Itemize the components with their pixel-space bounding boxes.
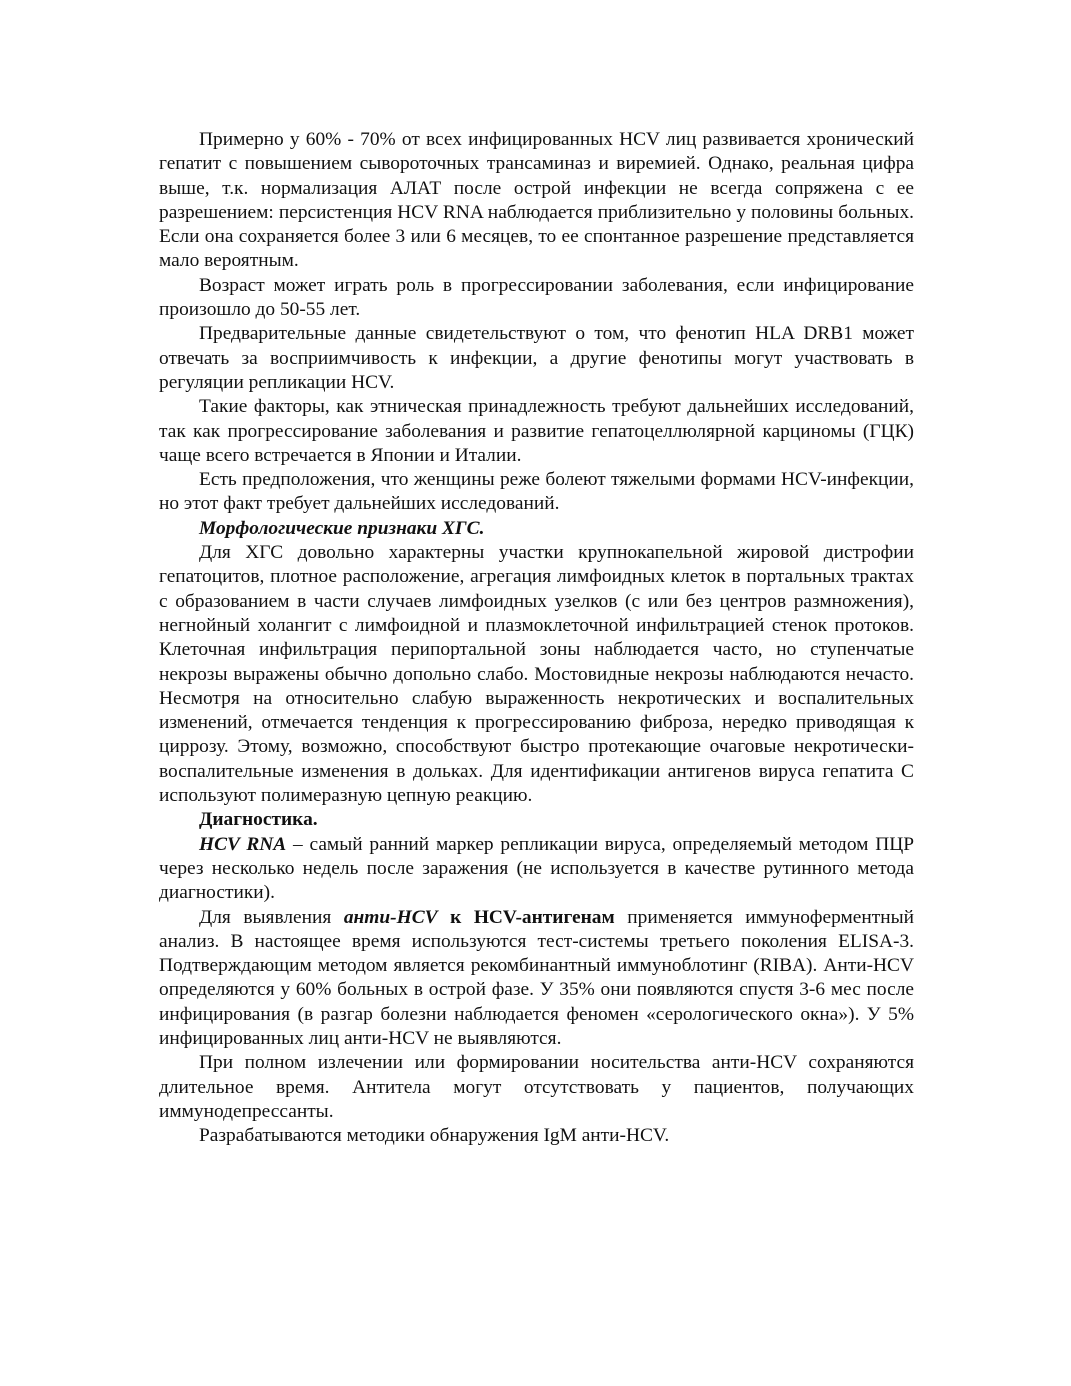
paragraph-hcv-rna-text: – самый ранний маркер репликации вируса, определяемый методом ПЦР через несколько недель после заражения (не используется в качестве рутинного метода диагностики). xyxy=(159,833,914,904)
paragraph-ethnic-factors: Такие факторы, как этническая принадлежность требуют дальнейших исследований, так как прогрессирование заболевания и развитие гепатоцеллюлярной карциномы (ГЦК) чаще всего встречается в Японии и Италии. xyxy=(159,396,914,466)
paragraph-age: Возраст может играть роль в прогрессировании заболевания, если инфицирование произошло до 50-55 лет. xyxy=(159,274,914,321)
term-anti-hcv: анти-HCV xyxy=(343,906,438,928)
paragraph-morphology: Для ХГС довольно характерны участки крупнокапельной жировой дистрофии гепатоцитов, плотное расположение, агрегация лимфоидных клеток в портальных трактах с образованием в части случаев лимфоидных узелков (с или без центров размножения), негнойный холангит с лимфоидной и плазмоклеточной инфильтрацией стенок протоков. Клеточная инфильтрация перипортальной зоны наблюдается часто, но ступенчатые некрозы выражены обычно допольно слабо. Мостовидные некрозы наблюдаются нечасто. Несмотря на относительно слабую выраженность некротических и воспалительных изменений, отмечается тенденция к прогрессированию фиброза, нередко приводящая к циррозу. Этому, возможно, способствуют быстро протекающие очаговые некротически-воспалительные изменения в дольках. Для идентификации антигенов вируса гепатита С используют полимеразную цепную реакцию. xyxy=(159,542,914,807)
term-hcv-antigens: HCV-антигенам xyxy=(473,906,615,928)
paragraph-anti-hcv-text: применяется иммуноферментный анализ. В настоящее время используются тест-системы третьего поколения ELISA-3. Подтверждающим методом является рекомбинантный иммуноблотинг (RIBA). Анти-HCV определяются у 60% больных в острой фазе. У 35% они появляются спустя 3-6 мес после инфицирования (в разгар болезни наблюдается феномен «серологического окна»). У 5% инфицированных лиц анти-HCV не выявляются. xyxy=(159,906,915,1049)
paragraph-chronic-hepatitis: Примерно у 60% - 70% от всех инфицированных HCV лиц развивается хронический гепатит с повышением сывороточных трансаминаз и виремией. Однако, реальная цифра выше, т.к. нормализация АЛАТ после острой инфекции не всегда сопряжена с ее разрешением: персистенция HCV RNA наблюдается приблизительно у половины больных. Если она сохраняется более 3 или 6 месяцев, то ее спонтанное разрешение представляется мало вероятным. xyxy=(159,129,914,272)
paragraph-hcv-rna xyxy=(159,833,914,906)
term-hcv-rna: HCV RNA xyxy=(199,833,287,855)
paragraph-igm: Разрабатываются методики обнаружения IgM анти-HCV. xyxy=(199,1125,670,1147)
paragraph-anti-hcv-start: Для выявления xyxy=(199,906,344,928)
heading-diagnostics: Диагностика. xyxy=(199,809,318,831)
paragraph-recovery: При полном излечении или формировании носительства анти-HCV сохраняются длительное время. Антитела могут отсутствовать у пациентов, получающих иммунодепрессанты. xyxy=(159,1052,914,1122)
document-page xyxy=(159,128,914,1148)
heading-morphology: Морфологические признаки ХГС. xyxy=(199,517,485,539)
word-k: к xyxy=(437,906,474,928)
paragraph-anti-hcv xyxy=(159,906,914,1052)
paragraph-women: Есть предположения, что женщины реже болеют тяжелыми формами HCV-инфекции, но этот факт требует дальнейших исследований. xyxy=(159,469,914,515)
paragraph-phenotype: Предварительные данные свидетельствуют о том, что фенотип HLA DRB1 может отвечать за восприимчивость к инфекции, а другие фенотипы могут участвовать в регуляции репликации HCV. xyxy=(159,323,914,393)
